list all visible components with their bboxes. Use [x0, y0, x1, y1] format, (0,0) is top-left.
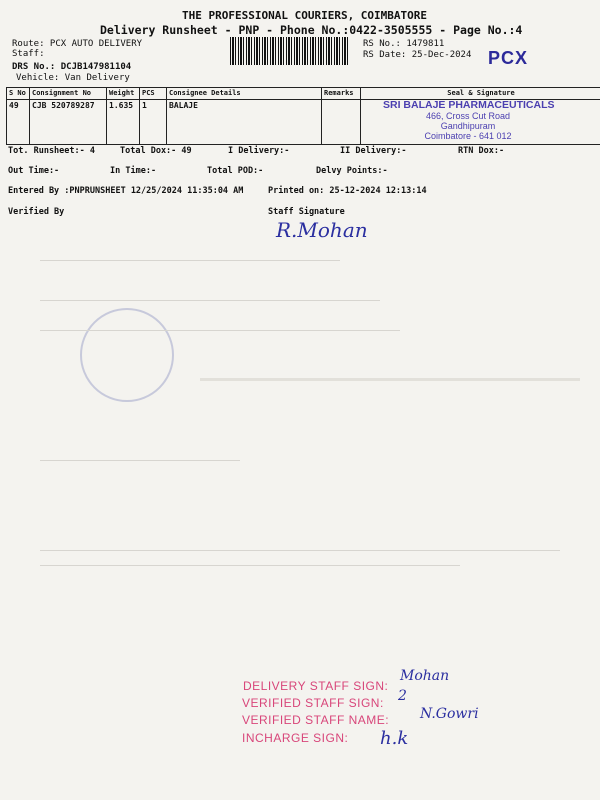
total-runsheet: Tot. Runsheet:- 4 [8, 146, 95, 156]
delvy-points: Delvy Points:- [316, 166, 388, 176]
staff-label: Staff: [12, 49, 45, 59]
cell-consignee: BALAJE [167, 100, 322, 145]
consignee-seal [383, 99, 583, 141]
cell-weight: 1.635 [107, 100, 140, 145]
col-pcs: PCS [140, 88, 167, 100]
verified-staff-sign-label: VERIFIED STAFF SIGN: [242, 696, 384, 710]
col-weight: Weight [107, 88, 140, 100]
staff-signature: R.Mohan [276, 218, 368, 242]
drs-number: DRS No.: DCJB147981104 [12, 62, 132, 72]
rtn-dox: RTN Dox:- [458, 146, 505, 156]
cell-consignment: CJB 520789287 [30, 100, 107, 145]
ii-delivery: II Delivery:- [340, 146, 407, 156]
entered-by: Entered By :PNPRUNSHEET 12/25/2024 11:35:04 AM [8, 186, 244, 196]
rs-date: RS Date: 25-Dec-2024 [363, 50, 472, 60]
printed-on: Printed on: 25-12-2024 12:13:14 [268, 186, 427, 196]
verified-sign-handwriting: 2 [398, 688, 407, 704]
in-time: In Time:- [110, 166, 157, 176]
out-time: Out Time:- [8, 166, 60, 176]
staff-signature-label: Staff Signature [268, 207, 345, 217]
verified-name-handwriting: N.Gowri [420, 706, 479, 722]
seal-line2: Gandhipuram [440, 121, 496, 131]
barcode [230, 37, 350, 65]
seal-name: SRI BALAJE PHARMACEUTICALS [383, 99, 555, 111]
rs-number: RS No.: 1479811 [363, 39, 445, 49]
route-label: Route: PCX AUTO DELIVERY [12, 39, 143, 49]
document-title: Delivery Runsheet - PNP - Phone No.:0422-3505555 - Page No.:4 [100, 23, 523, 37]
vehicle-label: Vehicle: Van Delivery [16, 73, 130, 83]
col-consignment: Consignment No [30, 88, 107, 100]
col-consignee: Consignee Details [167, 88, 322, 100]
company-name: THE PROFESSIONAL COURIERS, COIMBATORE [182, 9, 428, 22]
cell-sno: 49 [7, 100, 30, 145]
col-sno: S No [7, 88, 30, 100]
cell-pcs: 1 [140, 100, 167, 145]
seal-line3: Coimbatore - 641 012 [424, 131, 512, 141]
col-remarks: Remarks [322, 88, 361, 100]
delivery-staff-sign-label: DELIVERY STAFF SIGN: [243, 679, 389, 693]
total-pod: Total POD:- [207, 166, 264, 176]
pcx-logo: PCX [488, 48, 529, 68]
seal-line1: 466, Cross Cut Road [425, 111, 511, 121]
verified-staff-name-label: VERIFIED STAFF NAME: [242, 713, 390, 727]
incharge-sign-handwriting: h.k [380, 728, 409, 749]
total-dox: Total Dox:- 49 [120, 146, 192, 156]
delivery-sign-handwriting: Mohan [400, 668, 450, 684]
faded-stamp [80, 308, 174, 402]
i-delivery: I Delivery:- [228, 146, 290, 156]
col-seal: Seal & Signature [361, 88, 600, 100]
incharge-sign-label: INCHARGE SIGN: [242, 731, 349, 745]
verified-by: Verified By [8, 207, 65, 217]
